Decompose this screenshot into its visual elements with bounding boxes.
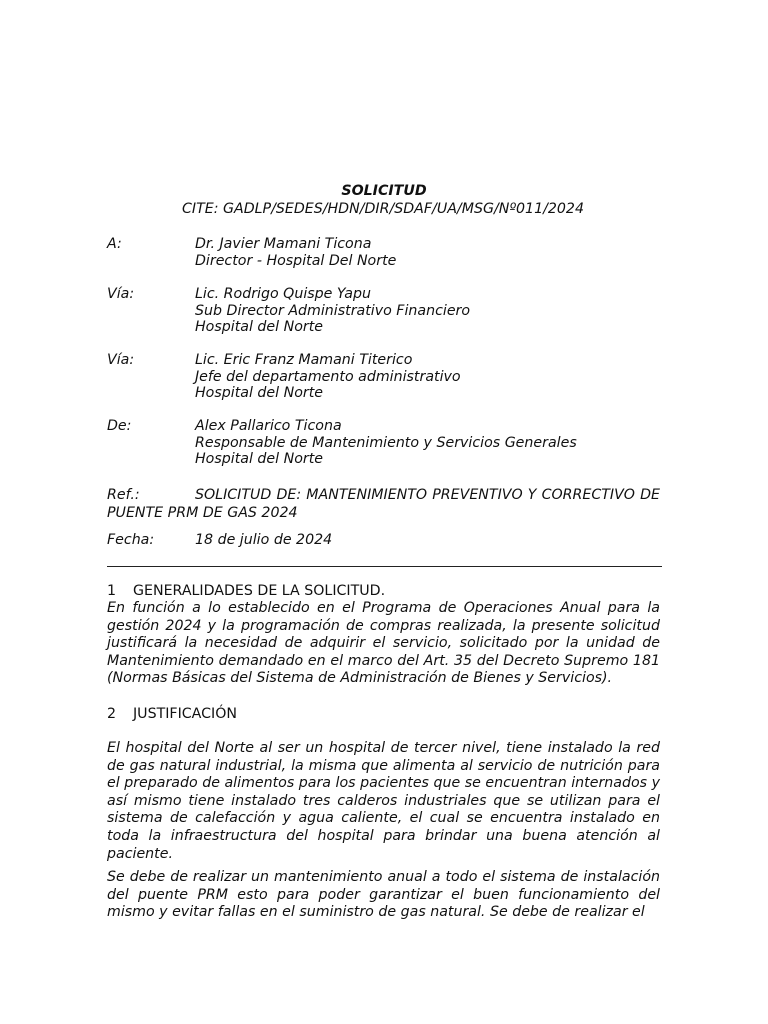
recipient-block-a <box>107 236 660 269</box>
recipient-institution: Hospital del Norte <box>195 319 323 336</box>
document-title: SOLICITUD <box>341 183 427 199</box>
recipient-name: Lic. Eric Franz Mamani Titerico <box>195 352 413 368</box>
sender-label: De: <box>107 418 132 434</box>
date-value: 18 de julio de 2024 <box>195 532 333 548</box>
recipient-label: Vía: <box>107 286 135 302</box>
header-divider <box>107 566 662 567</box>
section-number: 1 <box>107 583 117 599</box>
sender-block <box>107 418 660 468</box>
sender-details <box>195 418 660 468</box>
recipient-details <box>195 286 660 336</box>
recipient-label: Vía: <box>107 352 135 368</box>
recipient-position: Director - Hospital Del Norte <box>195 252 397 269</box>
section-title: JUSTIFICACIÓN <box>133 706 238 722</box>
date-label: Fecha: <box>107 532 155 548</box>
recipient-details <box>195 352 660 402</box>
sender-institution: Hospital del Norte <box>195 451 323 468</box>
section-2-heading <box>107 706 237 723</box>
reference-text: SOLICITUD DE: MANTENIMIENTO PREVENTIVO Y CORRECTIVO DE PUENTE PRM DE GAS 2024 <box>107 487 660 521</box>
section-1-heading <box>107 583 385 600</box>
recipient-details <box>195 236 660 269</box>
section-1-body: En función a lo establecido en el Programa de Operaciones Anual para la gestión 2024 y la programación de compras realizada, la presente solicitud justificará la necesidad de adquirir el servicio, solicitado por la unidad de Mantenimiento demandado en el marco del Art. 35 del Decreto Supremo 181 (Normas Básicas del Sistema de Administración de Bienes y Servicios). <box>107 600 660 687</box>
sender-name: Alex Pallarico Ticona <box>195 418 342 434</box>
recipient-institution: Hospital del Norte <box>195 385 323 402</box>
reference-label: Ref.: <box>107 487 140 503</box>
recipient-name: Lic. Rodrigo Quispe Yapu <box>195 286 371 302</box>
section-title: GENERALIDADES DE LA SOLICITUD. <box>133 583 386 599</box>
section-2-paragraph-1: El hospital del Norte al ser un hospital de tercer nivel, tiene instalado la red de gas natural industrial, la misma que alimenta al servicio de nutrición para el preparado de alimentos para los pacientes que se encuentran internados y así mismo tiene instalado tres calderos industriales que se utilizan para el sistema de calefacción y agua caliente, el cual se encuentra instalado en toda la infraestructura del hospital para brindar una buena atención al paciente. <box>107 740 660 862</box>
reference-block <box>107 487 660 522</box>
section-number: 2 <box>107 706 117 722</box>
cite-reference: CITE: GADLP/SEDES/HDN/DIR/SDAF/UA/MSG/Nº011/2024 <box>182 201 584 217</box>
recipient-block-via-2 <box>107 352 660 402</box>
recipient-name: Dr. Javier Mamani Ticona <box>195 236 372 252</box>
recipient-position: Jefe del departamento administrativo <box>195 368 461 385</box>
recipient-label: A: <box>107 236 122 252</box>
sender-position: Responsable de Mantenimiento y Servicios Generales <box>195 434 577 451</box>
date-block <box>107 532 660 549</box>
recipient-position: Sub Director Administrativo Financiero <box>195 302 471 319</box>
section-2-paragraph-2: Se debe de realizar un mantenimiento anual a todo el sistema de instalación del puente PRM esto para poder garantizar el buen funcionamiento del mismo y evitar fallas en el suministro de gas natural. Se debe de realizar el <box>107 869 660 921</box>
recipient-block-via-1 <box>107 286 660 336</box>
